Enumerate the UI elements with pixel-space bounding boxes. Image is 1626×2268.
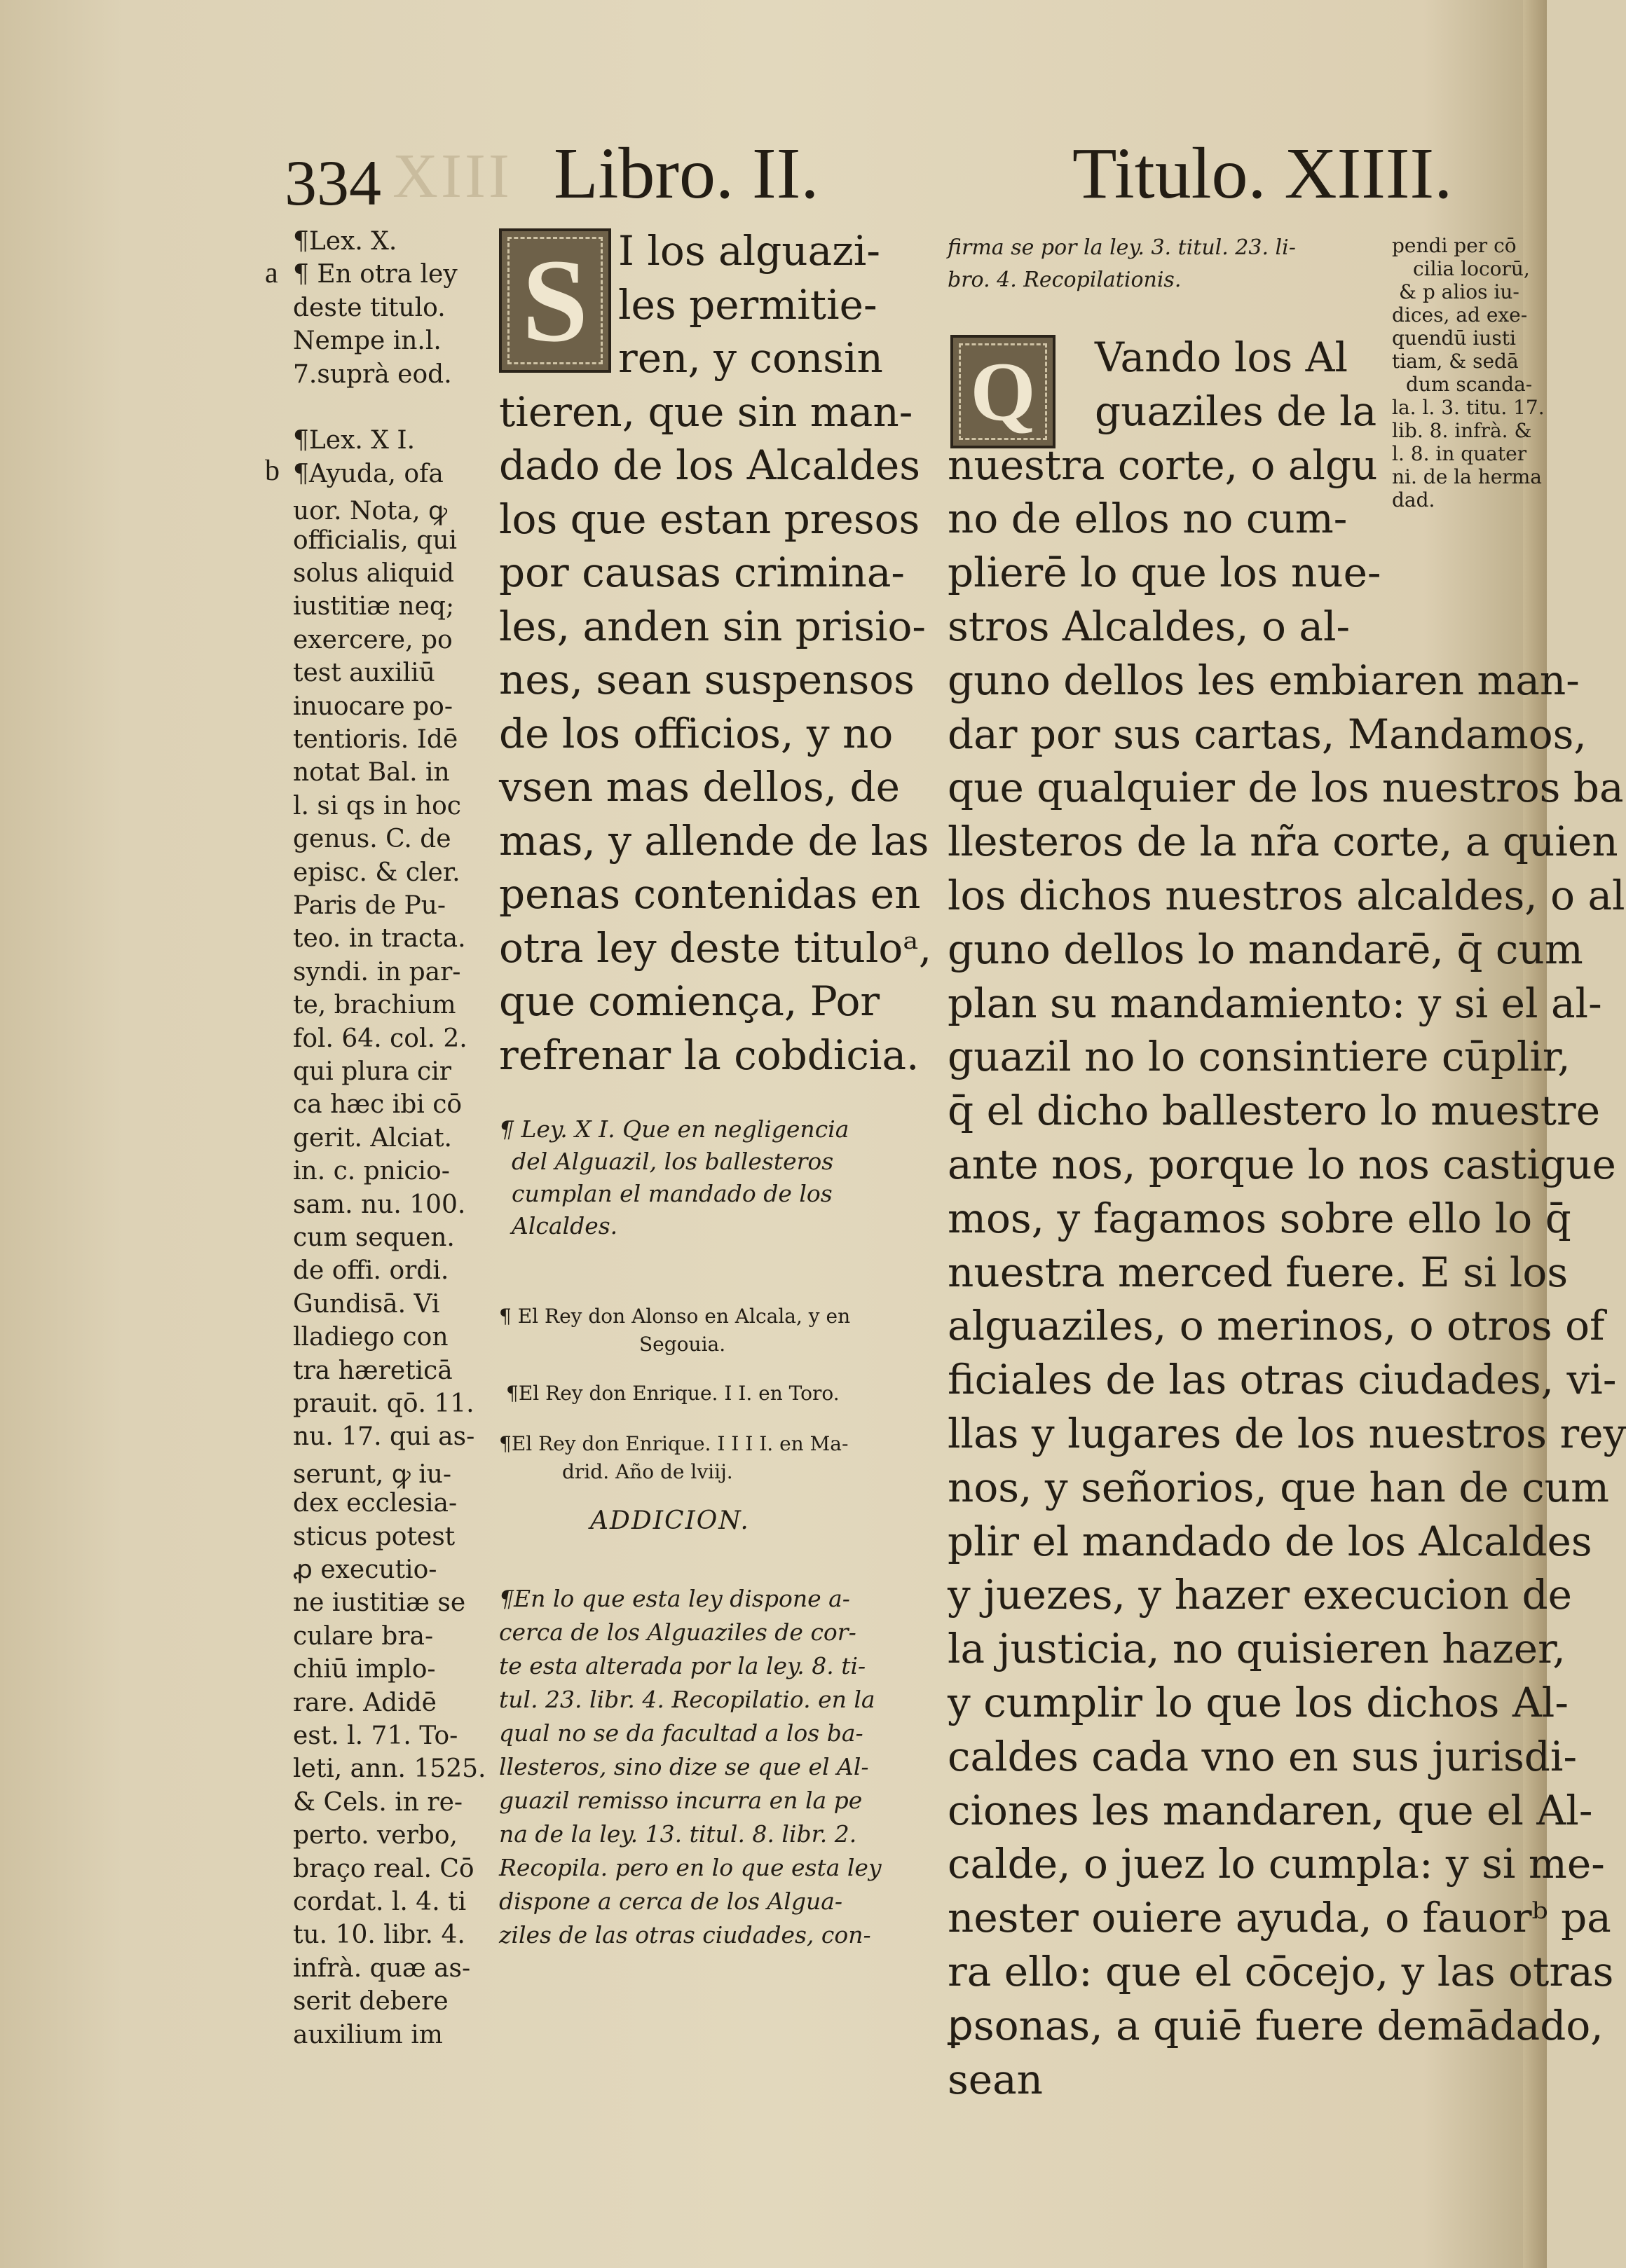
text-line: ni. de la herma <box>1392 465 1542 488</box>
text-line: Vando los Al <box>1095 334 1348 381</box>
text-line: no de ellos no cum- <box>948 495 1348 543</box>
text-line: vsen mas dellos, de <box>499 763 900 811</box>
text-line: ꝑsonas, a quiē fuere demādado, <box>948 2001 1604 2049</box>
text-line: & p alios iu- <box>1399 280 1519 303</box>
text-line: llesteros de la nr̃a corte, a quien <box>948 818 1618 866</box>
text-line: cum sequen. <box>293 1223 455 1252</box>
text-line: sticus potest <box>293 1522 456 1551</box>
text-line: sam. nu. 100. <box>293 1190 466 1219</box>
text-line: que comiença, Por <box>499 977 880 1025</box>
text-line: & Cels. in re- <box>293 1787 463 1817</box>
text-line: culare bra- <box>293 1621 434 1651</box>
text-line: y cumplir lo que los dichos Al- <box>948 1679 1569 1726</box>
text-line: plierē lo que los nue- <box>948 549 1381 597</box>
text-line: l. 8. in quater <box>1392 442 1527 465</box>
text-line: ¶Ayuda, ofa <box>293 459 444 488</box>
note-marker-a: a <box>265 257 278 289</box>
addicion-heading: ADDICION. <box>590 1506 750 1535</box>
text-line: 7.suprà eod. <box>293 359 452 389</box>
text-line: guno dellos les embiaren man- <box>948 656 1580 704</box>
text-line: bro. 4. Recopilationis. <box>948 268 1182 292</box>
text-line: rare. Adidē <box>293 1688 437 1717</box>
text-line: ficiales de las otras ciudades, vi- <box>948 1356 1617 1404</box>
text-line: lib. 8. infrà. & <box>1392 419 1532 442</box>
text-line: nes, sean suspensos <box>499 656 915 703</box>
page-number: 334 <box>285 147 381 219</box>
text-line: Paris de Pu- <box>293 891 446 920</box>
text-line: les permitie- <box>618 280 877 329</box>
text-line: prauit. qō. 11. <box>293 1389 474 1418</box>
text-line: Segouia. <box>639 1333 726 1356</box>
text-line: llas y lugares de los nuestros rey <box>948 1410 1626 1457</box>
text-line: nuestra corte, o algu <box>948 441 1378 489</box>
text-line: qual no se da facultad a los ba- <box>499 1719 863 1747</box>
text-line: penas contenidas en <box>499 870 921 918</box>
text-line: tu. 10. libr. 4. <box>293 1920 465 1950</box>
book-heading: Libro. II. <box>554 133 819 214</box>
text-line: ren, y consin <box>618 334 883 382</box>
text-line: deste titulo. <box>293 293 446 322</box>
text-line: alguaziles, o merinos, o otros of <box>948 1302 1605 1350</box>
text-line: otra ley deste tituloᵃ, <box>499 923 932 972</box>
text-line: serit debere <box>293 1987 449 2016</box>
text-line: test auxiliū <box>293 659 435 688</box>
text-line: na de la ley. 13. titul. 8. libr. 2. <box>499 1820 857 1848</box>
text-line: guazil remisso incurra en la pe <box>499 1787 863 1814</box>
text-line: dices, ad exe- <box>1392 303 1528 327</box>
text-line: firma se por la ley. 3. titul. 23. li- <box>948 235 1296 260</box>
text-line: solus aliquid <box>293 559 455 588</box>
text-line: tra hæreticā <box>293 1356 453 1385</box>
show-through-text: XIII <box>392 142 512 211</box>
text-line: q̄ el dicho ballestero lo muestre <box>948 1087 1601 1135</box>
text-line: officialis, qui <box>293 525 458 555</box>
text-line: plan su mandamiento: y si el al- <box>948 979 1602 1027</box>
text-line: y juezes, y hazer execucion de <box>948 1571 1572 1619</box>
text-line: ne iustitiæ se <box>293 1588 466 1618</box>
text-line: nester ouiere ayuda, o fauorᵇ pa <box>948 1894 1611 1942</box>
text-line: notat Bal. in <box>293 758 450 788</box>
initial-letter-q: Q <box>970 345 1036 438</box>
text-line: ca hæc ibi cō <box>293 1090 463 1120</box>
text-line: nos, y señorios, que han de cum <box>948 1463 1610 1511</box>
text-line: nuestra merced fuere. E si los <box>948 1248 1569 1296</box>
text-line: los dichos nuestros alcaldes, o al <box>948 872 1625 919</box>
text-line: llesteros, sino dize se que el Al- <box>499 1753 869 1780</box>
text-line: los que estan presos <box>499 495 920 543</box>
text-line: les, anden sin prisio- <box>499 602 927 650</box>
text-line: episc. & cler. <box>293 858 460 887</box>
text-line: stros Alcaldes, o al- <box>948 603 1351 650</box>
text-line: por causas crimina- <box>499 549 906 596</box>
decorated-initial-q <box>950 335 1055 448</box>
text-line: I los alguazi- <box>618 227 880 275</box>
text-line: de offi. ordi. <box>293 1256 449 1286</box>
text-line: serunt, ꝙ iu- <box>293 1459 452 1489</box>
text-line: in. c. pnicio- <box>293 1157 450 1186</box>
text-line: cerca de los Alguaziles de cor- <box>499 1618 856 1646</box>
text-line: calde, o juez lo cumpla: y si me- <box>948 1840 1605 1888</box>
text-line: mas, y allende de las <box>499 816 929 865</box>
text-line: ꝓ executio- <box>293 1555 437 1584</box>
text-line: ¶El Rey don Enrique. I I. en Toro. <box>506 1382 840 1405</box>
text-line: tul. 23. libr. 4. Recopilatio. en la <box>499 1686 875 1713</box>
text-line: perto. verbo, <box>293 1821 458 1850</box>
text-line: la. l. 3. titu. 17. <box>1392 396 1545 419</box>
text-line: infrà. quæ as- <box>293 1953 471 1983</box>
decorated-initial-s <box>499 228 611 373</box>
text-line: de los officios, y no <box>499 709 894 757</box>
text-line: pendi per cō <box>1392 234 1517 257</box>
text-line: la justicia, no quisieren hazer, <box>948 1625 1566 1673</box>
text-line: cordat. l. 4. ti <box>293 1888 467 1916</box>
text-line: te esta alterada por la ley. 8. ti- <box>499 1652 866 1679</box>
text-line: dar por sus cartas, Mandamos, <box>948 710 1587 758</box>
text-line: teo. in tracta. <box>293 924 466 954</box>
text-line: dum scanda- <box>1406 373 1533 396</box>
title-heading: Titulo. XIIII. <box>1072 133 1453 214</box>
text-line: tentioris. Idē <box>293 725 458 754</box>
text-line: drid. Año de lviij. <box>562 1460 733 1483</box>
text-line: tieren, que sin man- <box>499 387 913 436</box>
text-line: Recopila. pero en lo que esta ley <box>499 1854 882 1881</box>
text-line: ¶Lex. X. <box>293 227 397 256</box>
text-line: del Alguazil, los ballesteros <box>512 1148 834 1175</box>
text-line: ante nos, porque lo nos castigue <box>948 1141 1616 1188</box>
text-line: nu. 17. qui as- <box>293 1422 475 1452</box>
text-line: genus. C. de <box>293 825 451 854</box>
text-line: tiam, & sedā <box>1392 350 1519 373</box>
text-line: ¶ El Rey don Alonso en Alcala, y en <box>499 1305 851 1328</box>
text-line: Nempe in.l. <box>293 327 442 356</box>
text-line: chiū implo- <box>293 1655 436 1684</box>
text-line: Alcaldes. <box>512 1212 618 1239</box>
text-line: leti, ann. 1525. <box>293 1754 486 1784</box>
text-line: ¶Lex. X I. <box>293 426 416 455</box>
text-line: fol. 64. col. 2. <box>293 1024 467 1053</box>
text-line: est. l. 71. To- <box>293 1721 458 1750</box>
note-marker-b: b <box>265 455 280 487</box>
text-line: dado de los Alcaldes <box>499 441 921 489</box>
text-line: uor. Nota, ꝙ <box>293 497 448 526</box>
text-line: caldes cada vno en sus jurisdi- <box>948 1732 1578 1780</box>
text-line: l. si qs in hoc <box>293 791 461 820</box>
text-line: sean <box>948 2055 1044 2103</box>
initial-letter: S <box>521 234 589 366</box>
text-line: Gundisā. Vi <box>293 1289 440 1319</box>
text-line: inuocare po- <box>293 692 453 721</box>
text-line: lladiego con <box>293 1323 449 1352</box>
text-line: exercere, po <box>293 625 453 654</box>
text-line: ¶En lo que esta ley dispone a- <box>499 1585 850 1612</box>
text-line: plir el mandado de los Alcaldes <box>948 1517 1592 1565</box>
text-line: ciones les mandaren, que el Al- <box>948 1786 1593 1834</box>
text-line: cilia locorū, <box>1413 257 1530 280</box>
text-line: braço real. Cō <box>293 1854 474 1883</box>
text-line: gerit. Alciat. <box>293 1123 452 1153</box>
text-line: ¶El Rey don Enrique. I I I I. en Ma- <box>499 1432 849 1455</box>
text-line: ra ello: que el cōcejo, y las otras <box>948 1948 1614 1995</box>
text-line: dispone a cerca de los Algua- <box>499 1888 843 1915</box>
text-line: qui plura cir <box>293 1057 451 1086</box>
text-line: cumplan el mandado de los <box>512 1180 833 1207</box>
text-line: ¶ Ley. X I. Que en negligencia <box>499 1115 849 1143</box>
text-line: ziles de las otras ciudades, con- <box>499 1921 871 1949</box>
text-line: auxilium im <box>293 2020 443 2049</box>
text-line: ¶ En otra ley <box>293 260 458 289</box>
text-line: dad. <box>1392 488 1435 511</box>
text-line: refrenar la cobdicia. <box>499 1031 920 1079</box>
text-line: que qualquier de los nuestros ba <box>948 764 1624 812</box>
text-line: quendū iusti <box>1392 327 1516 350</box>
text-line: guazil no lo consintiere cūplir, <box>948 1033 1571 1081</box>
text-line: guaziles de la <box>1095 387 1377 435</box>
text-line: iustitiæ neq; <box>293 592 455 621</box>
text-line: dex ecclesia- <box>293 1489 458 1518</box>
text-line: te, brachium <box>293 991 456 1020</box>
text-line: syndi. in par- <box>293 957 461 987</box>
text-line: guno dellos lo mandarē, q̄ cum <box>948 925 1583 973</box>
text-line: mos, y fagamos sobre ello lo q̄ <box>948 1194 1571 1242</box>
